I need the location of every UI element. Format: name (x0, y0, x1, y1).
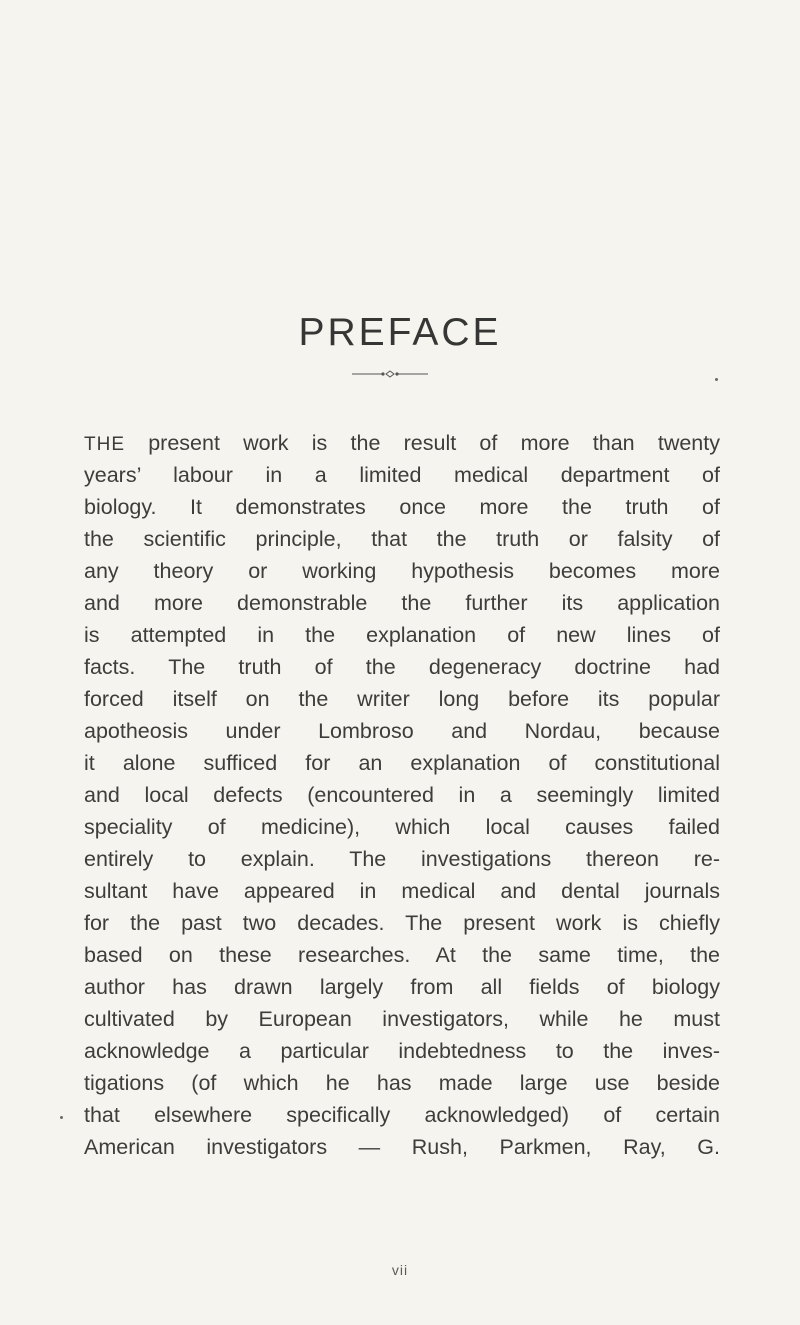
text-line: forced itself on the writer long before its popular (84, 687, 720, 711)
text-line: American investigators — Rush, Parkmen, Ray, G. (84, 1135, 720, 1159)
text-line: sultant have appeared in medical and dental journals (84, 879, 720, 903)
text-line: THE present work is the result of more than twenty (84, 431, 720, 455)
page-title: PREFACE (298, 311, 502, 355)
text-line: facts. The truth of the degeneracy doctrine had (84, 655, 720, 679)
preface-text (84, 427, 720, 1163)
text-line: that elsewhere specifically acknowledged) of certain (84, 1103, 720, 1127)
ornament-divider-icon (350, 368, 430, 380)
text-line: years’ labour in a limited medical department of (84, 463, 720, 487)
text-line: cultivated by European investigators, while he must (84, 1007, 720, 1031)
text-line: and more demonstrable the further its application (84, 591, 720, 615)
text-line: based on these researches. At the same time, the (84, 943, 720, 967)
margin-mark-dot (60, 1116, 63, 1119)
page-number: vii (391, 1262, 409, 1278)
text-line: author has drawn largely from all fields of biology (84, 975, 720, 999)
text-line: any theory or working hypothesis becomes more (84, 559, 720, 583)
text-line: tigations (of which he has made large use beside (84, 1071, 720, 1095)
text-line: the scientific principle, that the truth or falsity of (84, 527, 720, 551)
text-line: and local defects (encountered in a seemingly limited (84, 783, 720, 807)
opening-word: THE (84, 434, 125, 455)
text-line: it alone sufficed for an explanation of constitutional (84, 751, 720, 775)
text-line: for the past two decades. The present work is chiefly (84, 911, 720, 935)
text-line: acknowledge a particular indebtedness to the inves- (84, 1039, 720, 1063)
text-line: speciality of medicine), which local causes failed (84, 815, 720, 839)
text-line: apotheosis under Lombroso and Nordau, because (84, 719, 720, 743)
text-line: biology. It demonstrates once more the truth of (84, 495, 720, 519)
text-line: entirely to explain. The investigations thereon re- (84, 847, 720, 871)
text-line: is attempted in the explanation of new lines of (84, 623, 720, 647)
margin-mark-dot (715, 378, 718, 381)
